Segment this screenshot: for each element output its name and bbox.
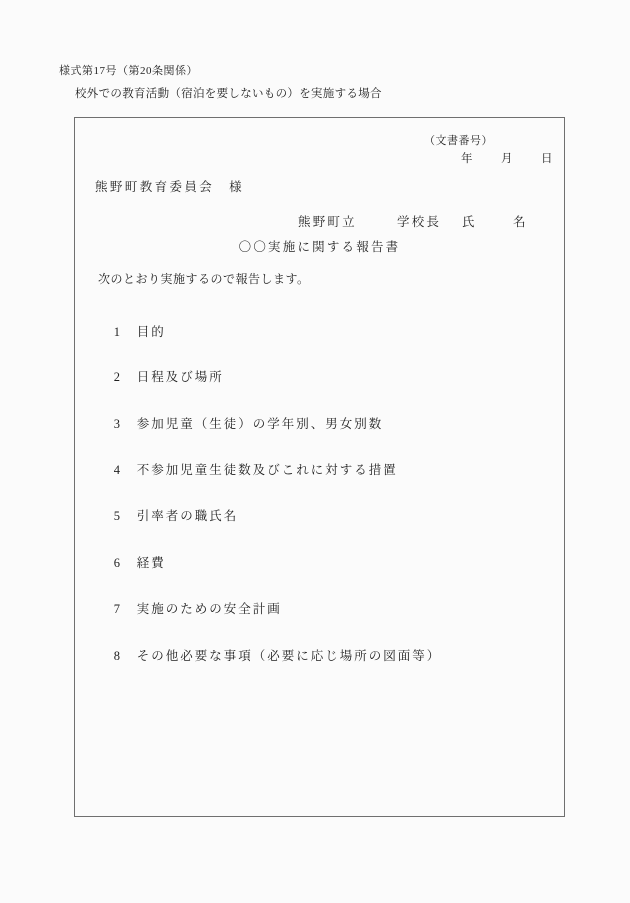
sender-line [75,213,564,231]
sender-school-prefix: 熊野町立 [298,215,357,229]
date-line [75,150,564,168]
item-row [95,582,554,636]
addressee: 熊野町教育委員会 様 [95,180,245,194]
item-number: 5 [113,509,120,523]
item-label: 日程及び場所 [136,370,224,384]
item-number: 2 [113,370,120,384]
item-number: 3 [113,417,120,431]
sender-surname-placeholder: 氏 [462,215,477,229]
intro-text: 次のとおり実施するので報告します。 [98,272,310,286]
item-label: 実施のための安全計画 [136,602,282,616]
item-label: 経費 [136,556,166,570]
item-row [95,629,554,683]
doc-number-placeholder: （文書番号） [424,135,493,147]
date-year-label: 年 [461,153,473,165]
item-label: 引率者の職氏名 [136,509,239,523]
report-form-box [74,117,565,817]
item-label: その他必要な事項（必要に応じ場所の図面等） [136,649,442,663]
item-number: 4 [113,463,120,477]
form-case-description: 校外での教育活動（宿泊を要しないもの）を実施する場合 [75,88,382,100]
item-number: 6 [113,556,120,570]
item-row [95,350,554,404]
item-label: 目的 [136,325,166,339]
sender-givenname-placeholder: 名 [513,215,528,229]
sender-principal-label: 学校長 [397,215,442,229]
item-number: 8 [113,649,120,663]
report-title: 〇〇実施に関する報告書 [238,240,401,254]
item-number: 1 [113,325,120,339]
item-number: 7 [113,602,120,616]
date-month-label: 月 [501,153,513,165]
item-row [95,489,554,543]
item-label: 参加児童（生徒）の学年別、男女別数 [136,417,384,431]
form-number: 様式第17号（第20条関係） [59,65,198,77]
item-label: 不参加児童生徒数及びこれに対する措置 [136,463,398,477]
date-day-label: 日 [541,153,553,165]
